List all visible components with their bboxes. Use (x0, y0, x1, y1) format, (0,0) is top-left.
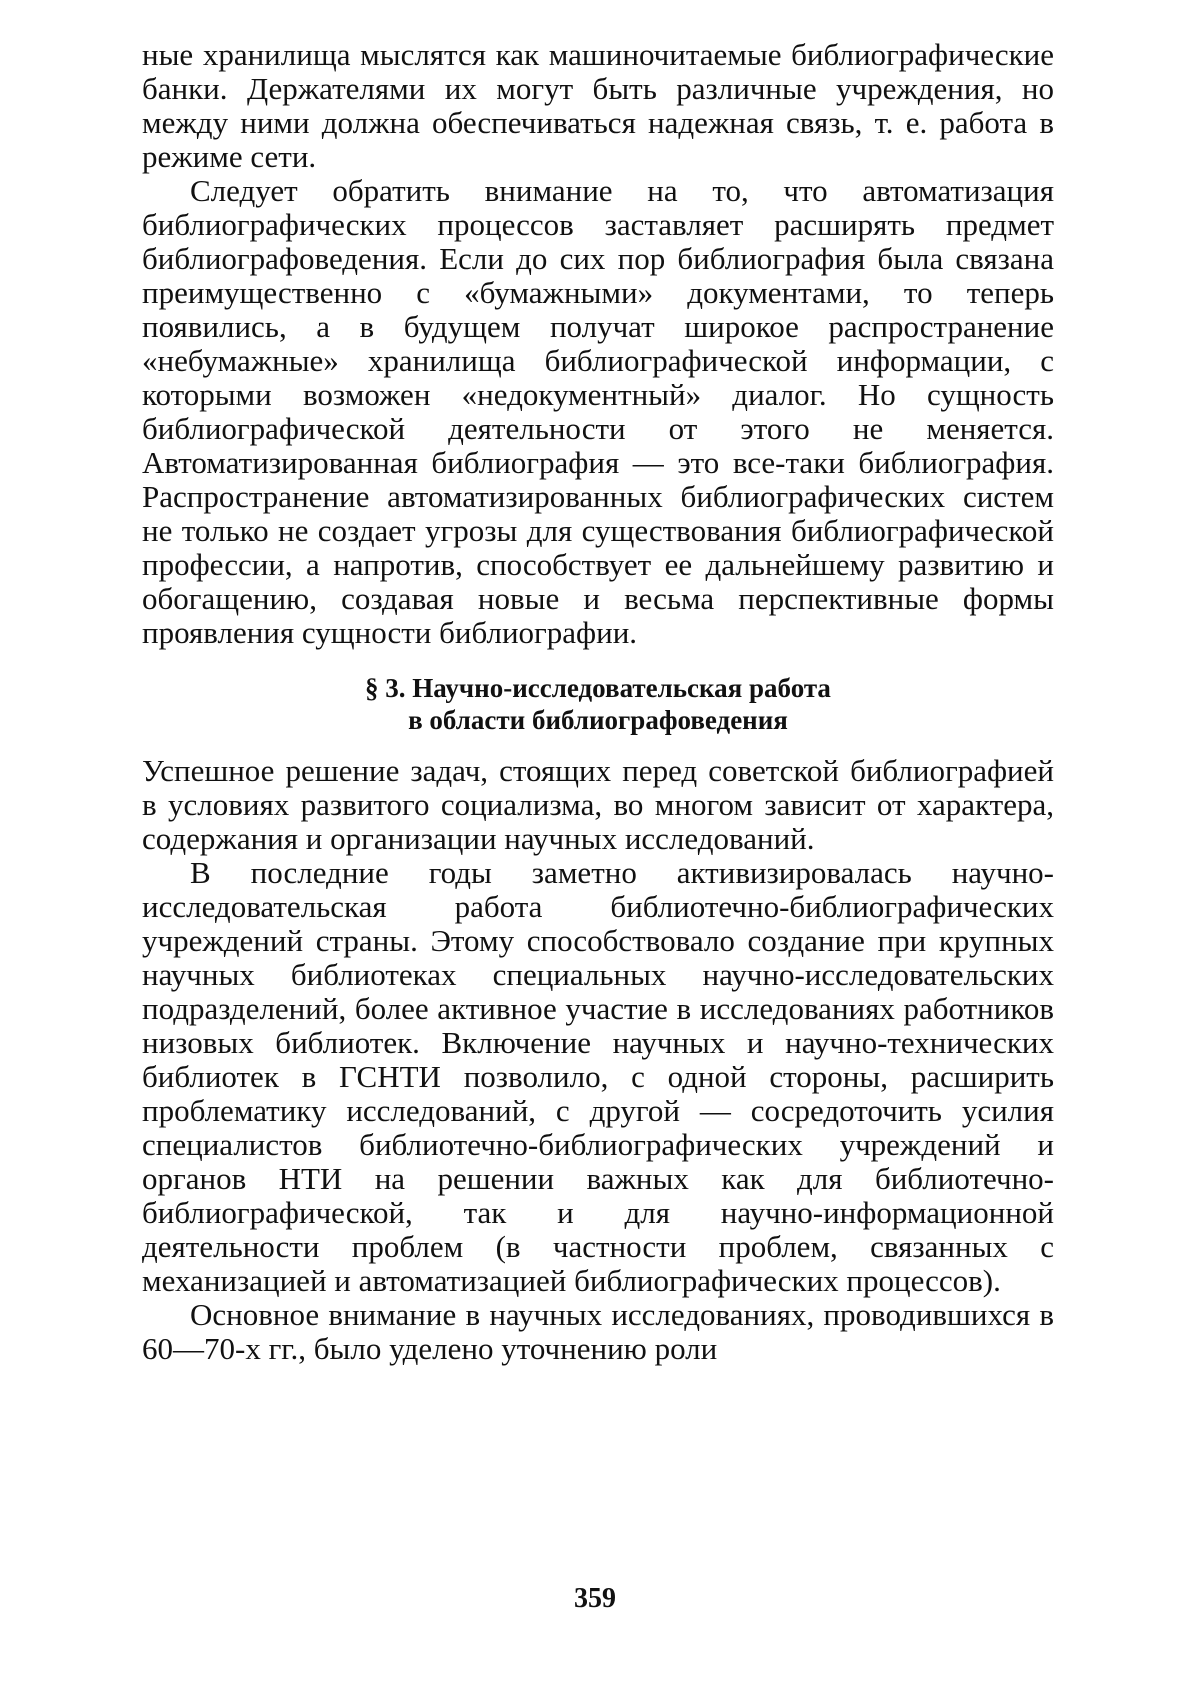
section-heading-line-2: в области библиографоведения (408, 705, 788, 735)
paragraph-research-activity: В последние годы заметно активизировалась научно-исследовательская работа библиотечно-библиографических учреждений страны. Этому способствовало создание при крупных научных библиотеках специальных научно-исследовательских подразделений, более активное участие в исследованиях работников низовых библиотек. Включение научных и научно-технических библиотек в ГСНТИ позволило, с одной стороны, расширить проблематику исследований, с другой — сосредоточить усилия специалистов библиотечно-библиографических учреждений и органов НТИ на решении важных как для библиотечно-библиографической, так и для научно-информационной деятельности проблем (в частности проблем, связанных с механизацией и автоматизацией библиографических процессов). (142, 855, 1054, 1298)
page-number: 359 (574, 1583, 616, 1614)
paragraph-continued: ные хранилища мыслятся как машиночитаемые библиографические банки. Держателями их могут быть различные учреждения, но между ними должна обеспечиваться надежная связь, т. е. работа в режиме сети. (142, 37, 1054, 174)
section-heading (142, 672, 1054, 736)
book-page (142, 38, 1054, 1366)
paragraph-automation: Следует обратить внимание на то, что автоматизация библиографических процессов заставляет расширять предмет библиографоведения. Если до сих пор библиография была связана преимущественно с «бумажными» документами, то теперь появились, а в будущем получат широкое распространение «небумажные» хранилища библиографической информации, с которыми возможен «недокументный» диалог. Но сущность библиографической деятельности от этого не меняется. Автоматизированная библиография — это все-таки библиография. Распространение автоматизированных библиографических систем не только не создает угрозы для существования библиографической профессии, а напротив, способствует ее дальнейшему развитию и обогащению, создавая новые и весьма перспективные формы проявления сущности библиографии. (142, 173, 1054, 650)
paragraph-main-attention: Основное внимание в научных исследованиях, проводившихся в 60—70-х гг., было уделено уточнению роли (142, 1297, 1054, 1366)
paragraph-research-tasks: Успешное решение задач, стоящих перед советской библиографией в условиях развитого социализма, во многом зависит от характера, содержания и организации научных исследований. (142, 753, 1054, 856)
section-heading-line-1: § 3. Научно-исследовательская работа (365, 673, 831, 703)
